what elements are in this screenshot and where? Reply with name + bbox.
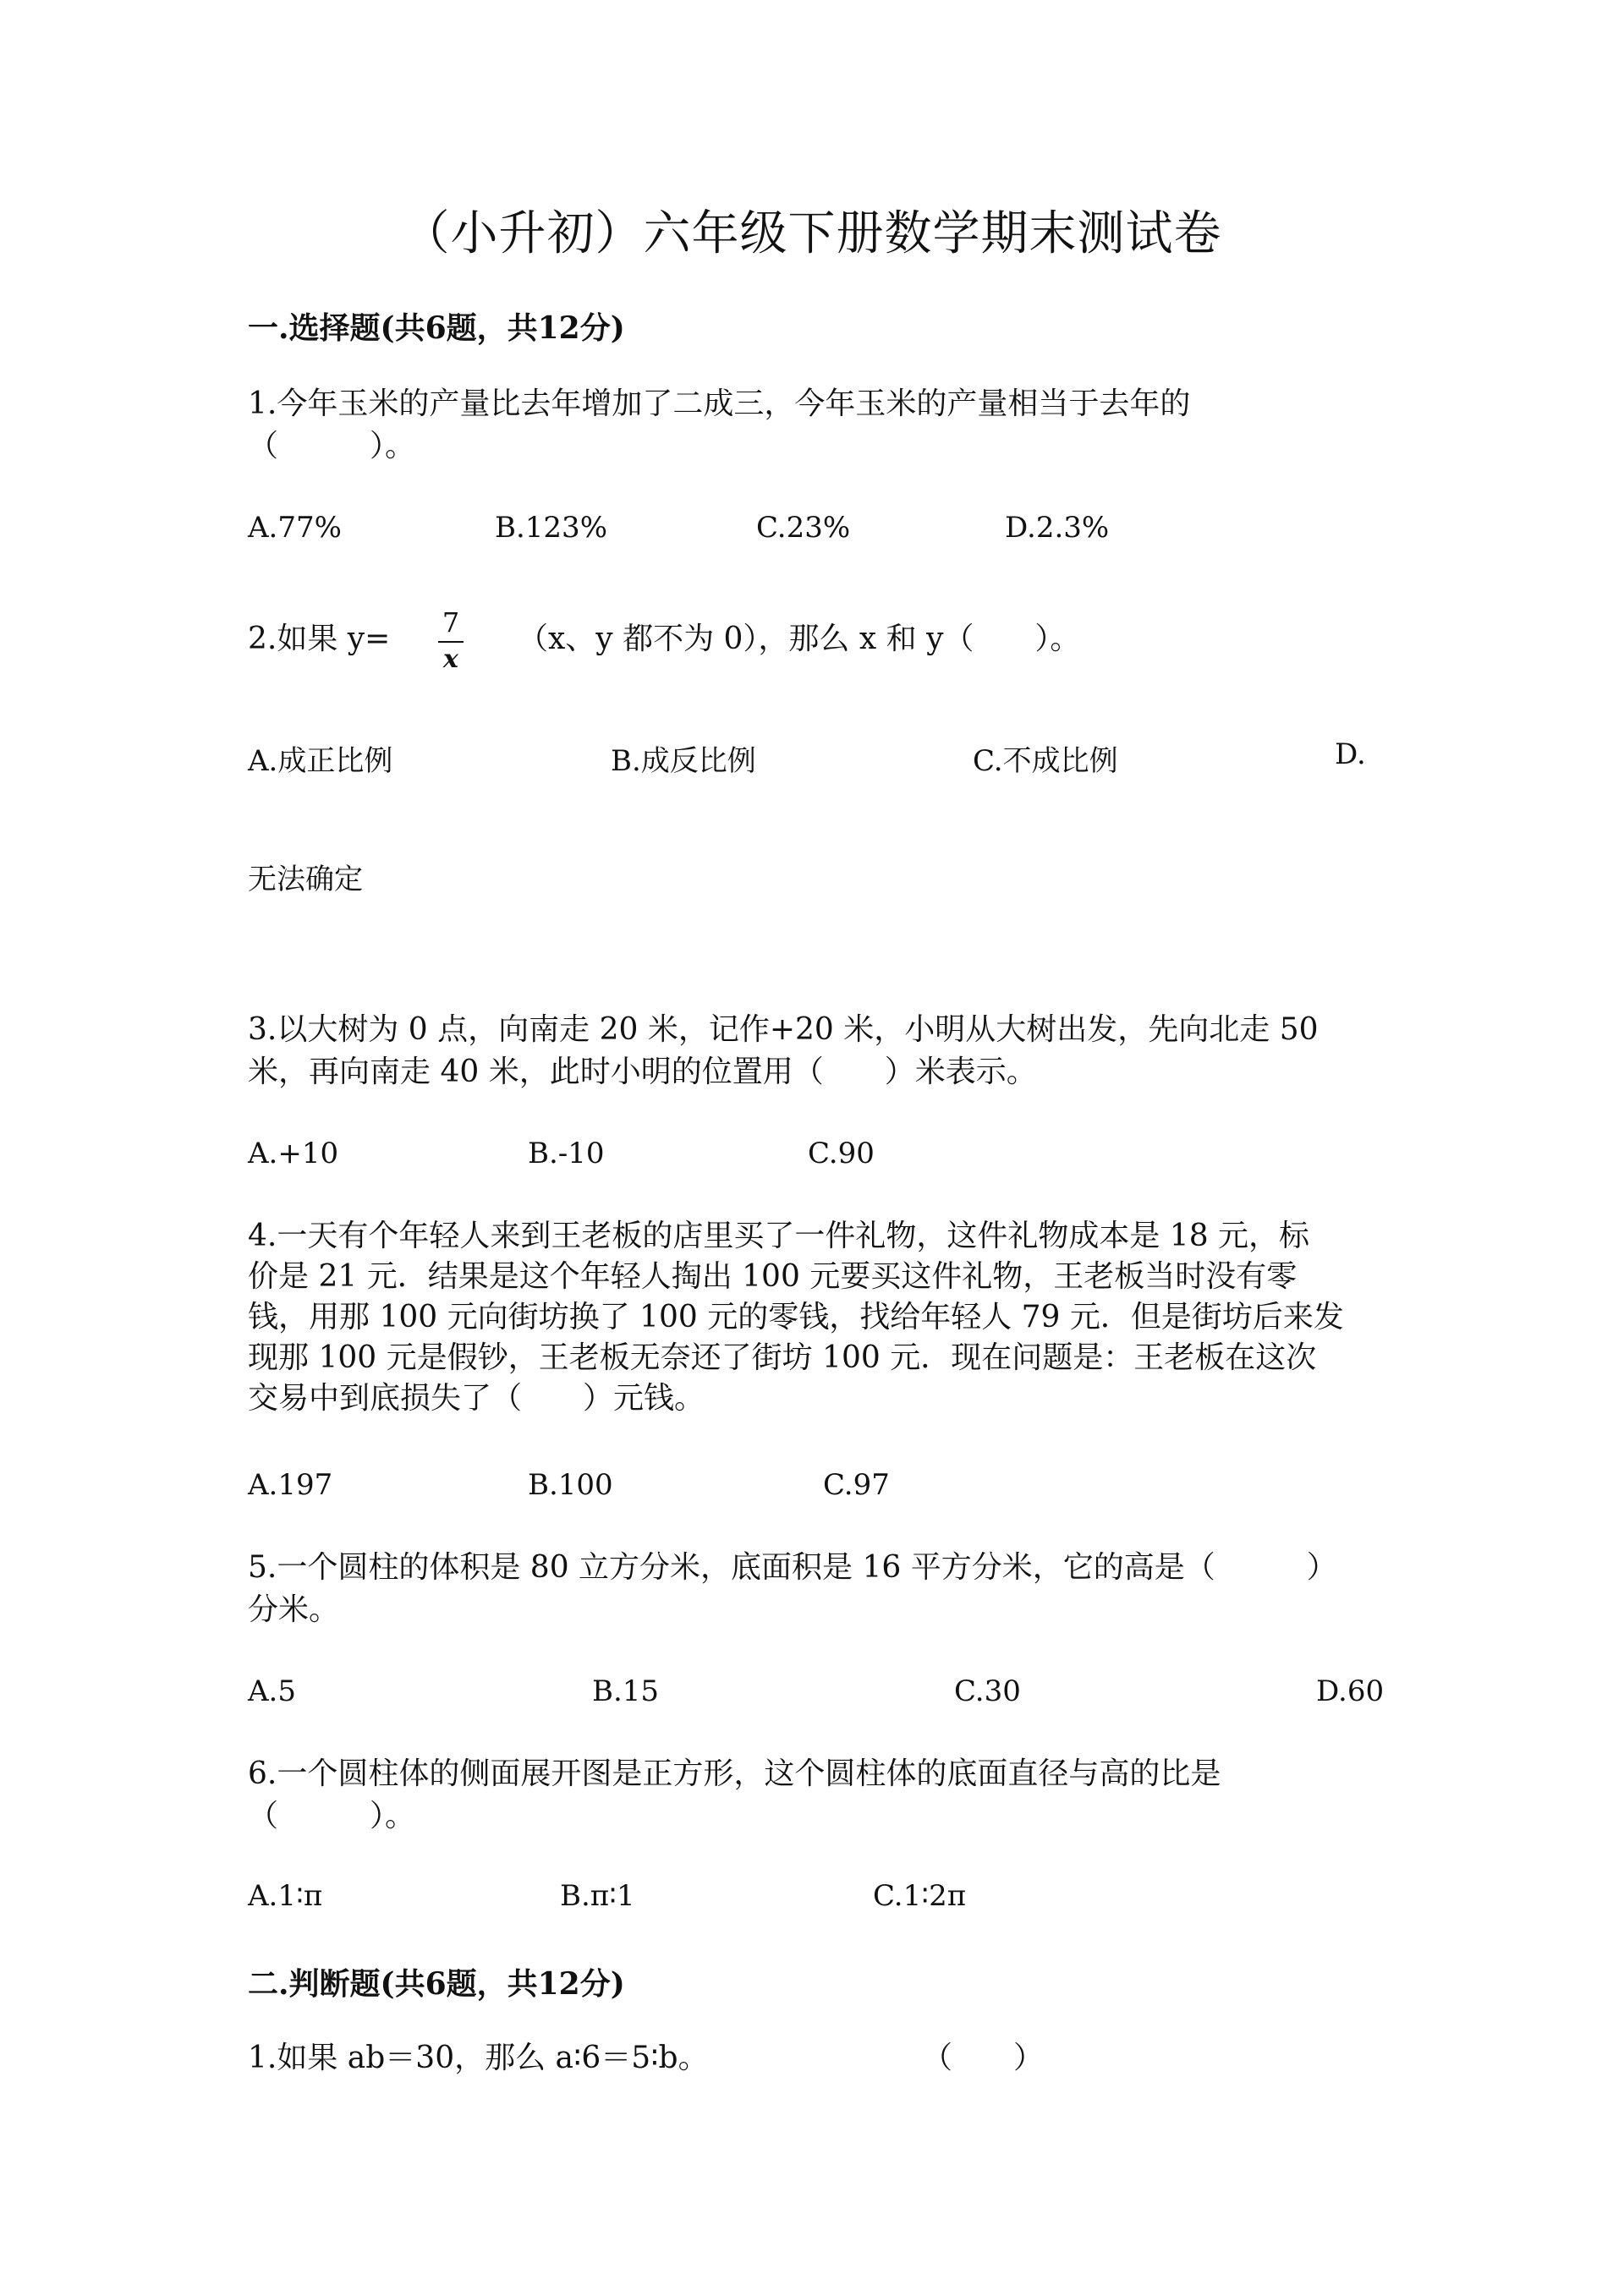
question-6-option-c: C.1∶2π	[873, 1879, 967, 1913]
fraction-7-over-x	[434, 607, 468, 673]
question-2-option-d: D.	[1335, 737, 1366, 771]
question-1-line-2: （ ）。	[248, 429, 416, 463]
question-6-line-2: （ ）。	[248, 1799, 416, 1833]
question-4-line-2: 价是 21 元．结果是这个年轻人掏出 100 元要买这件礼物，王老板当时没有零	[248, 1259, 1298, 1294]
question-3-option-b: B.-10	[528, 1137, 605, 1170]
question-5-option-b: B.15	[592, 1674, 660, 1708]
question-1-line-1: 1.今年玉米的产量比去年增加了二成三，今年玉米的产量相当于去年的	[248, 386, 1191, 421]
question-2-option-d-text: 无法确定	[248, 863, 363, 896]
section-heading-multiple-choice: 一.选择题(共6题，共12分)	[248, 310, 625, 346]
question-5-option-c: C.30	[954, 1674, 1021, 1708]
question-3-option-a: A.+10	[248, 1137, 339, 1170]
question-3-line-2: 米，再向南走 40 米，此时小明的位置用（ ）米表示。	[248, 1055, 1037, 1089]
question-1-option-b: B.123%	[495, 511, 607, 545]
question-3-option-c: C.90	[808, 1137, 875, 1170]
question-4-option-c: C.97	[823, 1468, 890, 1502]
question-4-line-5: 交易中到底损失了（ ）元钱。	[248, 1381, 705, 1416]
question-4-line-3: 钱，用那 100 元向街坊换了 100 元的零钱，找给年轻人 79 元．但是街坊后来发	[248, 1300, 1344, 1334]
question-1-option-d: D.2.3%	[1005, 511, 1110, 545]
question-1-option-c: C.23%	[756, 511, 851, 545]
question-3-line-1: 3.以大树为 0 点，向南走 20 米，记作+20 米，小明从大树出发，先向北走 50	[248, 1012, 1319, 1047]
tf-question-1: 1.如果 ab＝30，那么 a∶6＝5∶b。	[248, 2041, 709, 2075]
question-4-line-4: 现那 100 元是假钞，王老板无奈还了街坊 100 元．现在问题是：王老板在这次	[248, 1340, 1317, 1375]
question-6-line-1: 6.一个圆柱体的侧面展开图是正方形，这个圆柱体的底面直径与高的比是	[248, 1756, 1221, 1791]
question-6-option-b: B.π∶1	[560, 1879, 635, 1913]
question-5-option-a: A.5	[248, 1674, 296, 1708]
section-heading-true-false: 二.判断题(共6题，共12分)	[248, 1966, 625, 2002]
question-1-option-a: A.77%	[248, 511, 342, 545]
question-5-option-d: D.60	[1316, 1674, 1385, 1708]
fraction-denominator: x	[443, 644, 458, 674]
question-4-option-b: B.100	[528, 1468, 613, 1502]
page-title: （小升初）六年级下册数学期末测试卷	[402, 206, 1222, 261]
fraction-bar	[438, 641, 464, 643]
question-5-line-1: 5.一个圆柱的体积是 80 立方分米，底面积是 16 平方分米，它的高是（ ）	[248, 1550, 1337, 1585]
question-4-line-1: 4.一天有个年轻人来到王老板的店里买了一件礼物，这件礼物成本是 18 元，标	[248, 1219, 1310, 1253]
tf-question-1-blank: （ ）	[922, 2041, 1045, 2075]
question-2-prefix: 2.如果 y=	[248, 622, 391, 656]
question-2-option-c: C.不成比例	[973, 744, 1118, 778]
question-2-suffix: （x、y 都不为 0），那么 x 和 y（ ）。	[518, 622, 1081, 656]
question-4-option-a: A.197	[248, 1468, 333, 1502]
question-5-line-2: 分米。	[248, 1592, 340, 1627]
question-2-option-a: A.成正比例	[248, 744, 393, 778]
fraction-numerator: 7	[442, 606, 460, 638]
question-6-option-a: A.1∶π	[248, 1879, 323, 1913]
question-2-option-b: B.成反比例	[611, 744, 756, 778]
